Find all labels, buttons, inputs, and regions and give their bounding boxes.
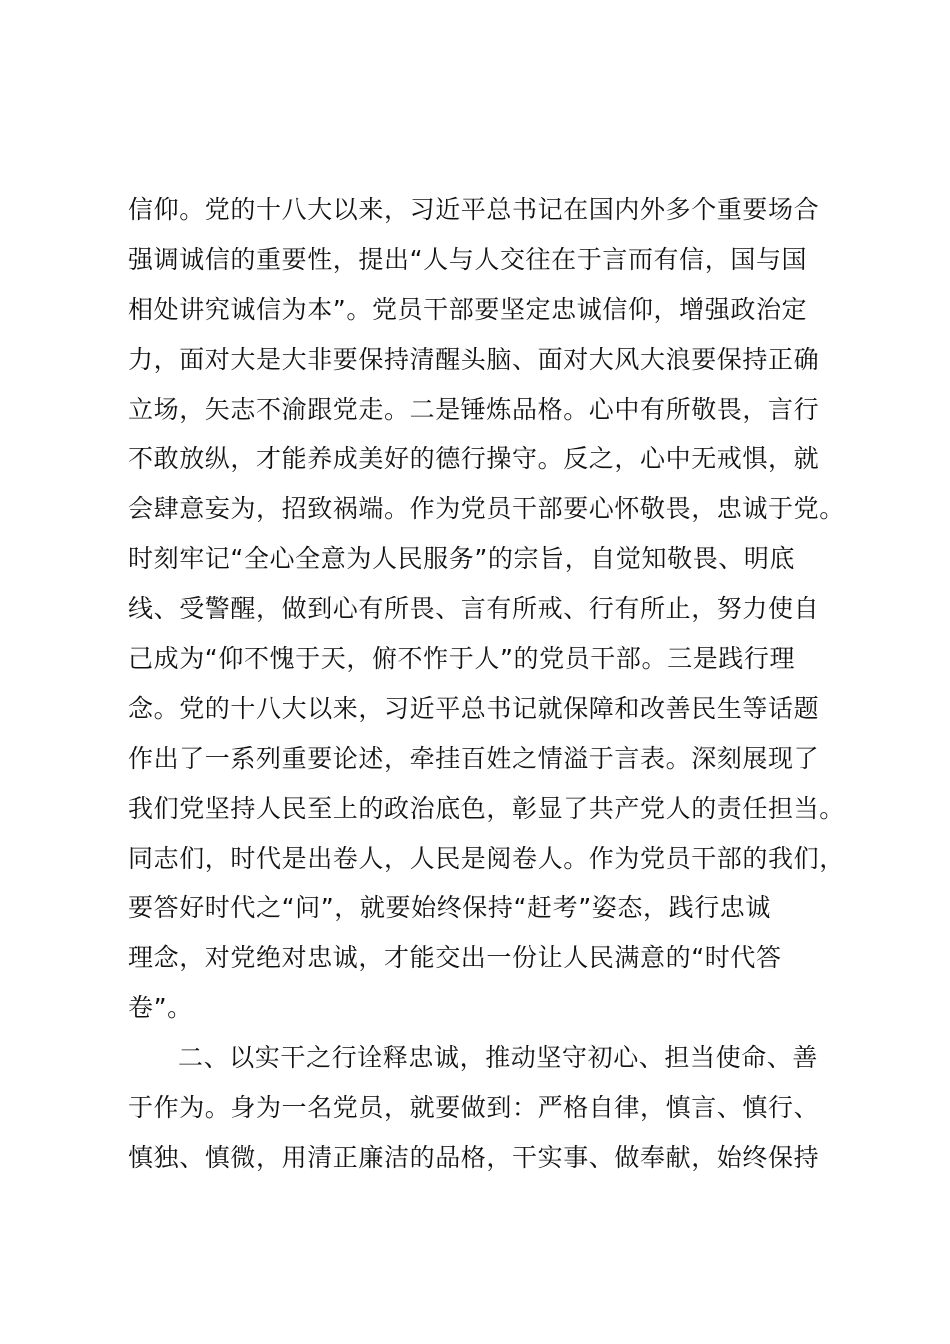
text-line: 信仰。党的十八大以来，习近平总书记在国内外多个重要场合 (128, 195, 820, 224)
text-line: 线、受警醒，做到心有所畏、言有所戒、行有所止，努力使自 (128, 594, 820, 624)
text-line: 会肆意妄为，招致祸端。作为党员干部要心怀敬畏，忠诚于党。 (128, 494, 845, 524)
text-line: 己成为“仰不愧于天，俯不怍于人”的党员干部。三是践行理 (128, 644, 796, 674)
text-line: 我们党坚持人民至上的政治底色，彰显了共产党人的责任担当。 (128, 793, 845, 823)
text-line: 于作为。身为一名党员，就要做到：严格自律，慎言、慎行、 (128, 1093, 820, 1123)
text-line: 要答好时代之“问”，就要始终保持“赶考”姿态，践行忠诚 (128, 893, 772, 923)
text-line: 念。党的十八大以来，习近平总书记就保障和改善民生等话题 (128, 693, 820, 723)
text-line: 理念，对党绝对忠诚，才能交出一份让人民满意的“时代答 (128, 943, 782, 973)
text-line: 时刻牢记“全心全意为人民服务”的宗旨，自觉知敬畏、明底 (128, 544, 796, 574)
text-line: 不敢放纵，才能养成美好的德行操守。反之，心中无戒惧，就 (128, 444, 820, 474)
text-line: 强调诚信的重要性，提出“人与人交往在于言而有信，国与国 (128, 244, 808, 274)
text-line: 相处讲究诚信为本”。党员干部要坚定忠诚信仰，增强政治定 (128, 294, 808, 324)
text-line: 力，面对大是大非要保持清醒头脑、面对大风大浪要保持正确 (128, 344, 820, 374)
text-line: 慎独、慎微，用清正廉洁的品格，干实事、做奉献，始终保持 (128, 1142, 820, 1172)
text-line: 立场，矢志不渝跟党走。二是锤炼品格。心中有所敬畏，言行 (128, 394, 820, 424)
text-line: 作出了一系列重要论述，牵挂百姓之情溢于言表。深刻展现了 (128, 743, 820, 773)
text-line: 卷”。 (128, 993, 193, 1023)
section-heading-line: 二、以实干之行诠释忠诚，推动坚守初心、担当使命、善 (178, 1043, 819, 1073)
text-line: 同志们，时代是出卷人，人民是阅卷人。作为党员干部的我们， (128, 843, 845, 873)
body-text (128, 185, 848, 1183)
